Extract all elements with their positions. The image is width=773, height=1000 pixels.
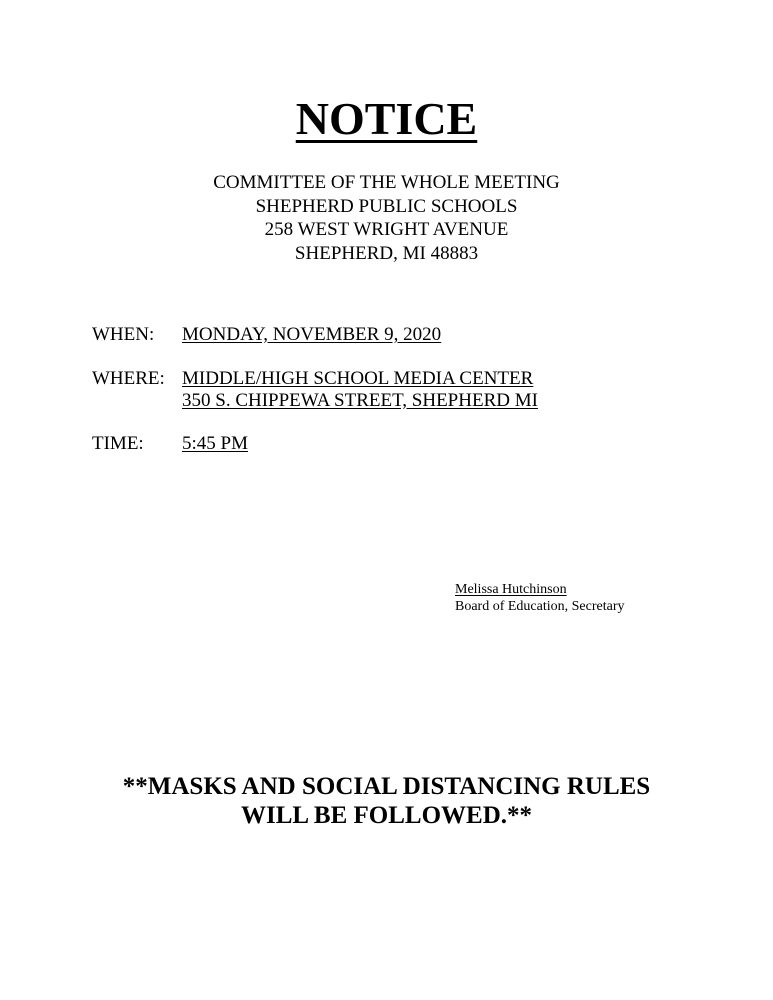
safety-notice-line-2: WILL BE FOLLOWED.** <box>240 802 533 829</box>
time-value-wrap <box>182 433 248 455</box>
where-value-wrap <box>182 368 538 412</box>
when-label: WHEN: <box>92 324 155 345</box>
street-address: 258 WEST WRIGHT AVENUE <box>264 219 509 240</box>
signature-block <box>455 581 625 615</box>
meeting-name: COMMITTEE OF THE WHOLE MEETING <box>213 172 560 193</box>
when-value-wrap <box>182 324 441 346</box>
signature-role: Board of Education, Secretary <box>455 599 625 614</box>
city-state-zip: SHEPHERD, MI 48883 <box>294 242 479 264</box>
notice-title-text: NOTICE <box>295 93 478 144</box>
notice-title <box>0 92 773 146</box>
time-value: 5:45 PM <box>182 433 248 454</box>
signature-name: Melissa Hutchinson <box>455 582 567 597</box>
safety-notice <box>0 772 773 830</box>
where-location: MIDDLE/HIGH SCHOOL MEDIA CENTER <box>182 368 534 389</box>
time-label: TIME: <box>92 433 144 454</box>
where-address: 350 S. CHIPPEWA STREET, SHEPHERD MI <box>182 390 538 411</box>
when-value: MONDAY, NOVEMBER 9, 2020 <box>182 324 442 345</box>
organization-name: SHEPHERD PUBLIC SCHOOLS <box>255 195 518 217</box>
safety-notice-line-1: **MASKS AND SOCIAL DISTANCING RULES <box>122 773 651 800</box>
meeting-header <box>0 171 773 265</box>
where-label: WHERE: <box>92 368 165 389</box>
